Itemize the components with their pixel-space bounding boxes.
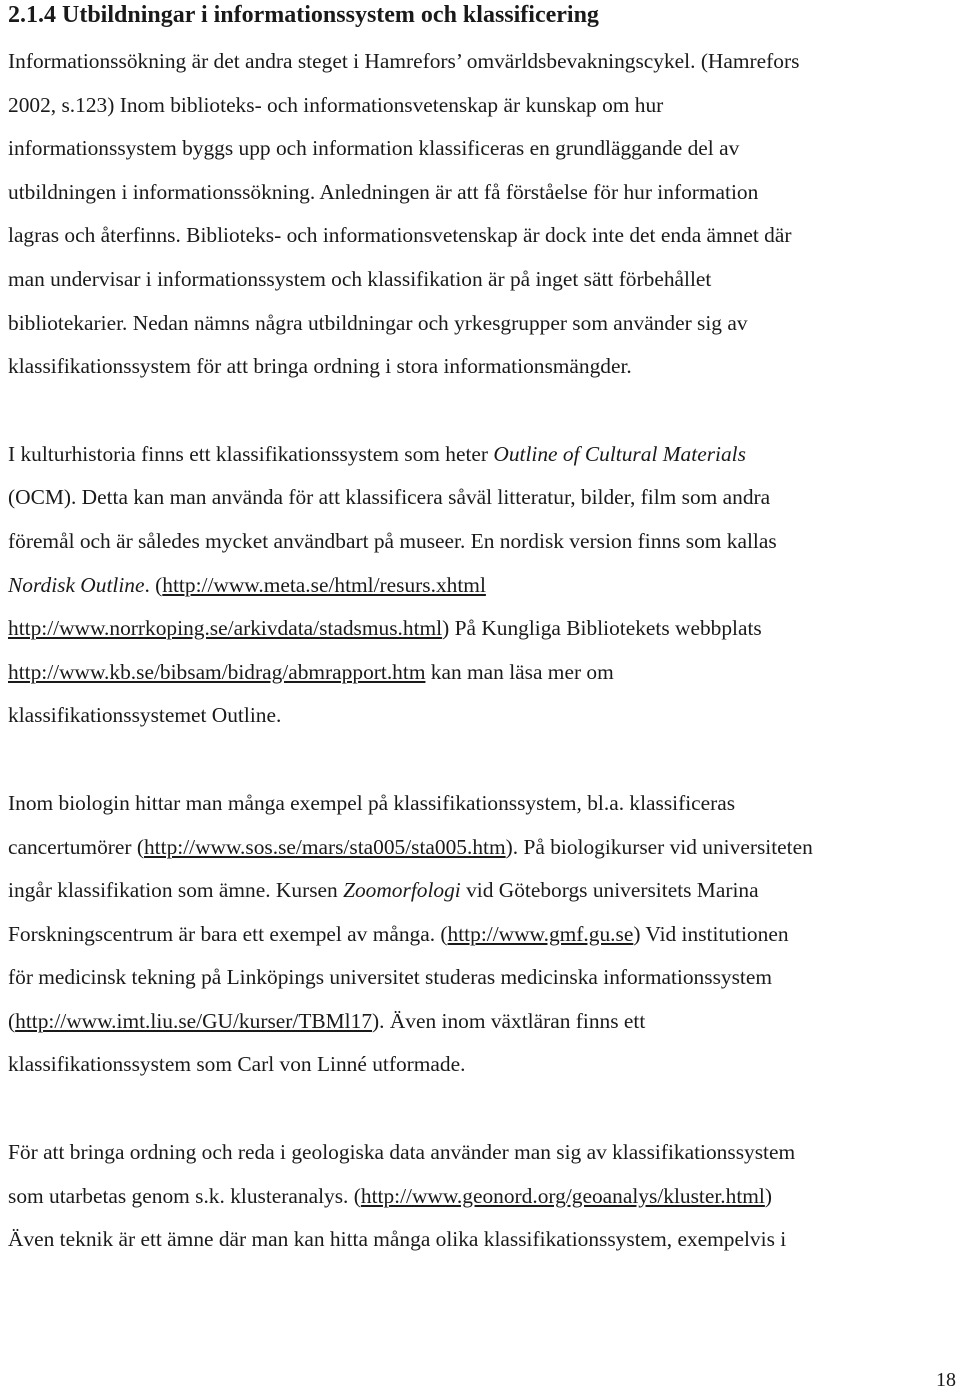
text-segment: ) Vid institutionen — [633, 921, 789, 946]
text-line: Även teknik är ett ämne där man kan hitta många olika klassifikationssystem, exempelvis i — [8, 1227, 787, 1252]
text-line: klassifikationssystem som Carl von Linné utformade. — [8, 1052, 466, 1077]
text-segment: . ( — [144, 572, 163, 597]
text-line: utbildningen i informationssökning. Anledningen är att få förståelse för hur information — [8, 179, 759, 204]
text-line: Informationssökning är det andra steget i Hamrefors’ omvärldsbevakningscykel. (Hamrefors — [8, 49, 800, 73]
text-line: för medicinsk tekning på Linköpings universitet studeras medicinska informationssystem — [8, 965, 772, 990]
text-segment: ). På biologikurser vid universiteten — [505, 834, 813, 859]
text-line — [8, 826, 958, 870]
text-line: klassifikationssystemet Outline. — [8, 703, 282, 728]
text-segment: ( — [8, 1008, 16, 1033]
text-segment: ) — [764, 1183, 772, 1208]
document-page — [8, 0, 958, 1262]
text-segment: Forskningscentrum är bara ett exempel av många. ( — [8, 921, 448, 946]
text-line: man undervisar i informationssystem och klassifikation är på inget sätt förbehållet — [8, 266, 712, 291]
text-line — [8, 1175, 958, 1219]
geonord-kluster-link[interactable]: http://www.geonord.org/geoanalys/kluster.html — [360, 1183, 765, 1208]
text-line: lagras och återfinns. Biblioteks- och informationsvetenskap är dock inte det enda ämnet där — [8, 223, 792, 248]
zoomorfologi-title: Zoomorfologi — [343, 878, 461, 903]
text-line — [8, 651, 958, 695]
ocm-title: Outline of Cultural Materials — [493, 441, 746, 466]
text-segment: cancertumörer ( — [8, 834, 144, 859]
text-line — [8, 913, 958, 957]
text-segment: ) På Kungliga Bibliotekets webbplats — [442, 616, 762, 641]
meta-resurs-link[interactable]: http://www.meta.se/html/resurs.xhtml — [162, 572, 486, 597]
text-line: (OCM). Detta kan man använda för att klassificera såväl litteratur, bilder, film som andra — [8, 485, 771, 510]
text-segment: I kulturhistoria finns ett klassifikationssystem som heter — [8, 441, 494, 466]
text-segment: som utarbetas genom s.k. klusteranalys. ( — [8, 1183, 361, 1208]
text-line: klassifikationssystem för att bringa ordning i stora informationsmängder. — [8, 354, 632, 379]
kb-abmrapport-link[interactable]: http://www.kb.se/bibsam/bidrag/abmrapport.htm — [8, 659, 426, 684]
text-line — [8, 1000, 958, 1044]
section-heading: 2.1.4 Utbildningar i informationssystem och klassificering — [8, 2, 599, 28]
text-segment: vid Göteborgs universitets Marina — [460, 878, 759, 903]
imt-liu-link[interactable]: http://www.imt.liu.se/GU/kurser/TBMl17 — [15, 1008, 373, 1033]
nordisk-outline-title: Nordisk Outline — [8, 572, 145, 597]
text-line: informationssystem byggs upp och information klassificeras en grundläggande del av — [8, 136, 740, 161]
page-number: 18 — [936, 1369, 956, 1391]
text-line — [8, 564, 958, 608]
norrkoping-stadsmus-link[interactable]: http://www.norrkoping.se/arkivdata/stadsmus.html — [8, 616, 443, 641]
text-line — [8, 607, 958, 651]
text-segment: kan man läsa mer om — [425, 659, 614, 684]
text-line — [8, 433, 958, 477]
sos-sta005-link[interactable]: http://www.sos.se/mars/sta005/sta005.htm — [143, 834, 506, 859]
paragraph-geology — [8, 1131, 958, 1262]
paragraph-cultural-history — [8, 433, 958, 738]
text-line: bibliotekarier. Nedan nämns några utbildningar och yrkesgrupper som använder sig av — [8, 310, 748, 335]
text-line: Inom biologin hittar man många exempel på klassifikationssystem, bl.a. klassificeras — [8, 790, 736, 815]
text-line — [8, 869, 958, 913]
text-segment: ingår klassifikation som ämne. Kursen — [8, 878, 344, 903]
paragraph-biology — [8, 782, 958, 1087]
text-line: För att bringa ordning och reda i geologiska data använder man sig av klassifikationssystem — [8, 1140, 796, 1165]
text-line: 2002, s.123) Inom biblioteks- och informationsvetenskap är kunskap om hur — [8, 92, 664, 117]
text-segment: ). Även inom växtläran finns ett — [372, 1008, 646, 1033]
paragraph-information-search — [8, 40, 958, 389]
text-line: föremål och är således mycket användbart på museer. En nordisk version finns som kallas — [8, 528, 777, 553]
gmf-gu-link[interactable]: http://www.gmf.gu.se — [447, 921, 634, 946]
